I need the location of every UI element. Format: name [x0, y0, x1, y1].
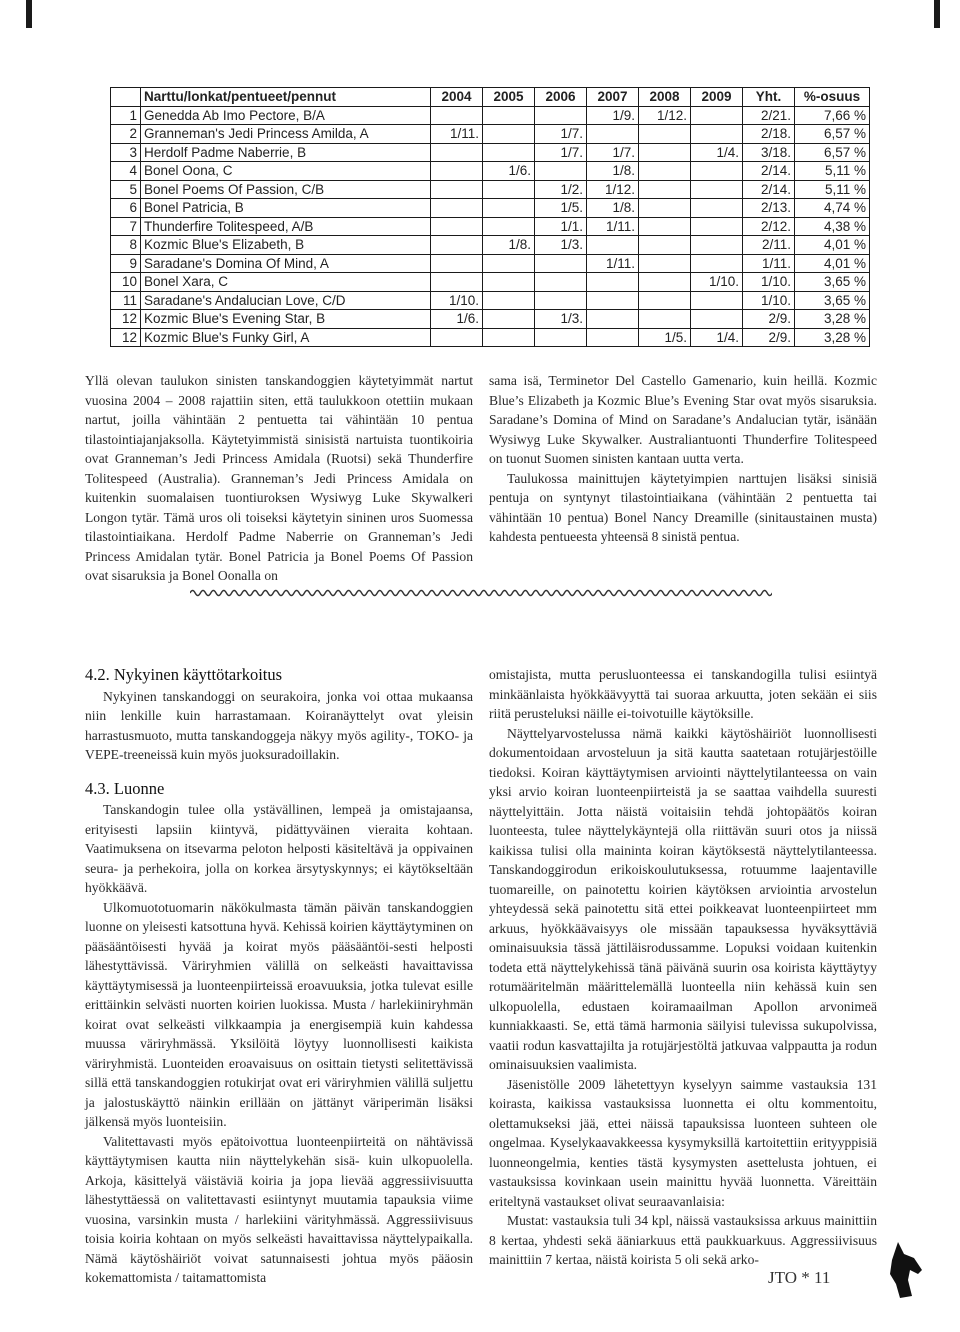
cell-y2009: 1/4.: [691, 328, 743, 347]
cell-y2007: 1/11.: [587, 254, 639, 273]
cell-total: 2/21.: [743, 106, 795, 125]
cell-y2007: 1/12.: [587, 180, 639, 199]
cell-y2004: [431, 106, 483, 125]
right-text-1: omistajista, mutta perusluonteessa ei tanskandogilla tulisi esiintyä minkäänlaista hyökkäävyyttä tai suoraa arkuutta, joten sekään ei siis riitä perusteluksi näille ei-toivotuille käytöksille.: [489, 667, 877, 721]
table-row: [111, 310, 870, 329]
table-row: [111, 162, 870, 181]
table-row: [111, 199, 870, 218]
table-row: [111, 291, 870, 310]
cell-y2005: [483, 106, 535, 125]
cell-pct: 6,57 %: [795, 143, 870, 162]
cell-total: 2/13.: [743, 199, 795, 218]
cell-y2004: [431, 180, 483, 199]
cell-pct: 7,66 %: [795, 106, 870, 125]
cell-total: 1/10.: [743, 291, 795, 310]
cell-pct: 3,65 %: [795, 273, 870, 292]
cell-y2007: [587, 291, 639, 310]
table-row: [111, 217, 870, 236]
cell-y2005: 1/8.: [483, 236, 535, 255]
row-number: 4: [111, 162, 141, 181]
header-2006: 2006: [535, 88, 587, 107]
cell-y2004: 1/10.: [431, 291, 483, 310]
row-number: 6: [111, 199, 141, 218]
corner-mark-right: [934, 0, 940, 28]
dog-name: Genedda Ab Imo Pectore, B/A: [141, 106, 431, 125]
cell-y2008: [639, 180, 691, 199]
cell-pct: 5,11 %: [795, 180, 870, 199]
cell-y2005: [483, 199, 535, 218]
cell-y2007: 1/7.: [587, 143, 639, 162]
cell-pct: 5,11 %: [795, 162, 870, 181]
cell-y2006: [535, 273, 587, 292]
cell-pct: 4,01 %: [795, 236, 870, 255]
cell-y2009: [691, 162, 743, 181]
cell-total: 2/9.: [743, 310, 795, 329]
header-num: [111, 88, 141, 107]
dog-name: Granneman's Jedi Princess Amilda, A: [141, 125, 431, 144]
cell-y2005: [483, 291, 535, 310]
dog-name: Thunderfire Tolitespeed, A/B: [141, 217, 431, 236]
row-number: 3: [111, 143, 141, 162]
table-row: [111, 254, 870, 273]
cell-y2008: [639, 291, 691, 310]
dog-name: Kozmic Blue's Elizabeth, B: [141, 236, 431, 255]
table-row: [111, 236, 870, 255]
cell-y2008: [639, 217, 691, 236]
intro-left-text: Yllä olevan taulukon sinisten tanskandoggien käytetyimmät nartut vuosina 2004 – 2008 rajattiin siten, että taulukkoon otettiin mukaan nartut, joilla vähintään 2 pentuetta tai vähintään 10 pentua tilastointiajanjaksolla. Käytetyimmistä sinisistä nartuista tuontikoiria ovat Granneman’s Jedi Princess Amidala (Ruotsi) sekä Thunderfire Tolitespeed (Australia). Granneman’s Jedi Princess Amidala on kuitenkin suomalaisen tuontiuroksen Wysiwyg Luke Skywalkeri Longon tytär. Tämä uros oli toiseksi käytetyin sininen uros Suomessa tilastointiaikana. Herdolf Padme Naberrie on Granneman’s Jedi Princess Amidalan tytär. Bonel Patricia ja Bonel Poems Of Passion ovat sisaruksia ja Bonel Oonalla on: [85, 373, 473, 583]
cell-y2007: [587, 236, 639, 255]
cell-y2006: 1/1.: [535, 217, 587, 236]
cell-y2009: [691, 199, 743, 218]
cell-y2006: 1/2.: [535, 180, 587, 199]
cell-total: 3/18.: [743, 143, 795, 162]
cell-total: 2/14.: [743, 180, 795, 199]
cell-y2006: [535, 254, 587, 273]
cell-y2009: 1/10.: [691, 273, 743, 292]
section-4-3-text-2: Ulkomuototuomarin näkökulmasta tämän päivän tanskandoggien luonne on yleisesti katsottuna hyvä. Kehissä koirien käyttäytyminen on pääsääntöisesti hyvää ja koirat myös pääsääntöi-sesti helposti lähestyttävissä. Väriryhmien välillä on selkeästi havaittavissa käyttäytymisessä ja luonteenpiirteissä eroavuuksia, jotka tulevat esille erittäinkin selvästi nuorten koirien luokissa. Musta / harlekiiniryhmän koirat ovat selkeästi vilkkaampia ja energisempiä kuin kahdessa muussa väriryhmässä. Yksilöitä löytyy luonnollisesti kaikista väriryhmistä. Luonteiden eroavaisuus on osittain tietysti selitettävissä sillä että tanskandoggien rotukirjat ovat eri väriryhmien välillä suljettu ja jalostuskäyttö näinkin erillään on jättänyt väriperimän lisäksi jälkensä myös luonteisiin.: [85, 899, 473, 1129]
header-name: Narttu/lonkat/pentueet/pennut: [141, 88, 431, 107]
cell-y2004: [431, 254, 483, 273]
row-number: 12: [111, 328, 141, 347]
page-footer: [768, 1268, 830, 1288]
cell-y2008: [639, 310, 691, 329]
cell-y2007: [587, 273, 639, 292]
cell-y2007: 1/8.: [587, 199, 639, 218]
dog-name: Kozmic Blue's Funky Girl, A: [141, 328, 431, 347]
footer-separator: *: [801, 1268, 810, 1287]
corner-mark-left: [26, 0, 32, 28]
cell-y2008: [639, 125, 691, 144]
row-number: 2: [111, 125, 141, 144]
cell-pct: 4,74 %: [795, 199, 870, 218]
cell-y2009: 1/4.: [691, 143, 743, 162]
table-row: [111, 328, 870, 347]
cell-y2005: [483, 310, 535, 329]
page-number: 11: [813, 1268, 831, 1287]
dog-head-logo-icon: [884, 1240, 924, 1300]
right-text-3: Jäsenistölle 2009 lähetettyyn kyselyyn saimme vastauksia 131 koirasta, kaikissa vastauksissa luonnetta ei oltu kommentoitu, olettamukseksi jää, ettei näissä tapauksissa luonteen suhteen ole ongelmaa. Kyselykaavakkeessa kysymyksillä kartoitettiin erityyppisiä luonneongelmia, kenties tästä kysymysten asettelusta johtuen, ei vastauksissa kovinkaan usein mainittu hyvää luonnetta. Väreittäin eriteltynä vastaukset olivat seuraavanlaisia:: [489, 1076, 877, 1209]
cell-y2007: [587, 310, 639, 329]
intro-left-column: [85, 371, 473, 586]
cell-y2009: [691, 106, 743, 125]
row-number: 7: [111, 217, 141, 236]
cell-total: 1/10.: [743, 273, 795, 292]
cell-total: 2/11.: [743, 236, 795, 255]
cell-y2006: 1/7.: [535, 125, 587, 144]
dog-name: Saradane's Domina Of Mind, A: [141, 254, 431, 273]
cell-y2008: [639, 199, 691, 218]
cell-y2008: [639, 162, 691, 181]
table-row: [111, 180, 870, 199]
cell-y2007: [587, 328, 639, 347]
dog-name: Bonel Xara, C: [141, 273, 431, 292]
cell-y2004: 1/6.: [431, 310, 483, 329]
row-number: 11: [111, 291, 141, 310]
dog-name: Bonel Patricia, B: [141, 199, 431, 218]
dog-name: Bonel Poems Of Passion, C/B: [141, 180, 431, 199]
section-4-2-text: Nykyinen tanskandoggi on seurakoira, jonka voi ottaa mukaansa niin lenkille kuin harrastamaan. Koiranäyttelyt ovat yleisin harrastusmuoto, mutta tanskandoggeja näkyy myös agility-, TOKO- ja VEPE-treeneissä kuin myös juoksuradoillakin.: [85, 688, 473, 762]
header-pct: %-osuus: [795, 88, 870, 107]
header-total: Yht.: [743, 88, 795, 107]
intro-right-text-1: sama isä, Terminetor Del Castello Gamenario, kuin heillä. Kozmic Blue’s Elizabeth ja Kozmic Blue’s Evening Star ovat myös sisaruksia. Saradane’s Domina of Mind on Saradane’s Andalucian tytär, isänään Wysiwyg Luke Skywalker. Australiantuonti Thunderfire Tolitespeed on tuonut Suomen sinisten kantaan uutta verta.: [489, 373, 877, 466]
cell-y2009: [691, 217, 743, 236]
cell-y2009: [691, 291, 743, 310]
wave-divider: [190, 586, 772, 600]
footer-label: JTO: [768, 1268, 797, 1287]
cell-y2008: [639, 143, 691, 162]
cell-y2009: [691, 125, 743, 144]
section-4-3-text-1: Tanskandogin tulee olla ystävällinen, lempeä ja omistajaansa, erityisesti lapsiin kiintyvä, pidättyväinen vieraita kohtaan. Vaatimuksena on itsevarma peloton helposti käsiteltävä ja oppivainen seura- ja perhekoira, jolla on korkea ärsytyskynnys; ei käytökseltään hyökkäävä.: [85, 802, 473, 895]
section-heading-4-3: 4.3. Luonne: [85, 778, 165, 798]
header-2008: 2008: [639, 88, 691, 107]
cell-y2005: [483, 273, 535, 292]
dog-name: Bonel Oona, C: [141, 162, 431, 181]
cell-y2004: 1/11.: [431, 125, 483, 144]
cell-y2004: [431, 199, 483, 218]
section-4-3-text-3: Valitettavasti myös epätoivottua luonteenpiirteitä on nähtävissä käyttäytymisen kautta niin näyttelykehän sisä- kuin ulkopuolella. Arkoja, käsittelyä väistäviä koiria ja jopa lievää aggressiivisuutta lähestyttäessä on valitettavasti esiintynyt muutamia tapauksia viime vuosina, varsinkin musta / harlekiini värityhmässä. Aggressiivisuus toisia koiria kohtaan on myös selkeästi havaittavissa näyttelypaikalla. Nämä käytöshäiriöt voivat satunnaisesti johtua myös pääosin kokemattomista / taitamattomista: [85, 1133, 473, 1285]
cell-y2008: 1/12.: [639, 106, 691, 125]
cell-y2006: 1/5.: [535, 199, 587, 218]
cell-y2005: [483, 180, 535, 199]
cell-pct: 4,01 %: [795, 254, 870, 273]
cell-y2008: 1/5.: [639, 328, 691, 347]
cell-y2004: [431, 328, 483, 347]
row-number: 1: [111, 106, 141, 125]
cell-total: 2/12.: [743, 217, 795, 236]
cell-y2007: 1/9.: [587, 106, 639, 125]
cell-y2005: 1/6.: [483, 162, 535, 181]
cell-y2006: 1/7.: [535, 143, 587, 162]
header-2005: 2005: [483, 88, 535, 107]
cell-pct: 3,28 %: [795, 310, 870, 329]
table-row: [111, 106, 870, 125]
cell-y2004: [431, 236, 483, 255]
row-number: 5: [111, 180, 141, 199]
cell-total: 2/9.: [743, 328, 795, 347]
cell-y2005: [483, 254, 535, 273]
right-text-2: Näyttelyarvostelussa nämä kaikki käytöshäiriöt luonnollisesti dokumentoidaan arvosteluun ja sitä kautta saatetaan rotujärjestöille tiedoksi. Koiran käyttäytymisen arviointi näyttelytilanteessa on vain yksi arvio koiran luonteenpiirteistä ja se saattaa vaihdella suuresti näyttelyittäin. Jotta näistä voitaisiin tehdä johtopäätös koiran luonteesta, tulee näyttelykäyntejä olla riittävän suuri otos ja niissä kaikissa tulisi olla maininta koiran käytöksestä näyttelytilanteessa. Tanskandoggirodun erikoiskoulutuksessa, rotuumme laajentaville tuomareille, on painotettu koirien käytöksen arviointia arvostelun yhteydessä sekä painotettu sitä ettei poikkeavat luonteenpiirteet mm arkuus, hyökkäävaisyys ole missään tapauksessa hyväksyttäviä ominaisuuksia tässä jättiläisrodussamme. Lopuksi voidaan kuitenkin todeta että näyttelykehissä tänä päivänä suurin osa koirista käyttäytyy rotumääritelmän määrittelemällä luonteella niin kehässä kuin sen ulkopuolella, edustaen koiramaailman Apollon arvonimeä kunniakkaasti. Se, että tämä harmonia säilyisi tulevissa sukupolvissa, vaatii rodun kasvattajilta ja rotujärjestöltä jatkuvaa valppautta ja rodun ominaisuuksien vaalimista.: [489, 725, 877, 1072]
cell-y2006: 1/3.: [535, 310, 587, 329]
results-table: [110, 87, 870, 347]
dog-name: Saradane's Andalucian Love, C/D: [141, 291, 431, 310]
row-number: 8: [111, 236, 141, 255]
cell-y2005: [483, 217, 535, 236]
intro-right-text-2: Taulukossa mainittujen käytetyimpien narttujen lisäksi sinisiä pentuja on syntynyt tilastointiaikana (vähintään 2 pentuetta tai vähintään 10 pentua) Bonel Nancy Dreamille (sinitaustainen musta) kahdesta pentueesta yhteensä 8 sinistä pentua.: [489, 470, 877, 544]
body-left-column: [85, 665, 473, 1288]
cell-total: 2/18.: [743, 125, 795, 144]
cell-y2009: [691, 180, 743, 199]
cell-y2005: [483, 328, 535, 347]
cell-y2009: [691, 310, 743, 329]
cell-total: 2/14.: [743, 162, 795, 181]
right-text-4: Mustat: vastauksia tuli 34 kpl, näissä vastauksissa arkuus mainittiin 8 kertaa, yhdesti sekä ääniarkuus että paukkuarkuus. Aggressiivisuus mainittiin 7 kertaa, näistä koirista 5 oli sekä arko-: [489, 1213, 877, 1267]
cell-y2009: [691, 236, 743, 255]
header-2009: 2009: [691, 88, 743, 107]
cell-y2007: [587, 125, 639, 144]
cell-y2005: [483, 125, 535, 144]
table-row: [111, 273, 870, 292]
row-number: 12: [111, 310, 141, 329]
row-number: 10: [111, 273, 141, 292]
body-right-column: [489, 665, 877, 1270]
cell-y2004: [431, 217, 483, 236]
dog-name: Kozmic Blue's Evening Star, B: [141, 310, 431, 329]
header-2004: 2004: [431, 88, 483, 107]
cell-pct: 3,28 %: [795, 328, 870, 347]
cell-y2006: [535, 106, 587, 125]
cell-y2004: [431, 143, 483, 162]
cell-y2007: 1/8.: [587, 162, 639, 181]
cell-pct: 3,65 %: [795, 291, 870, 310]
cell-total: 1/11.: [743, 254, 795, 273]
cell-y2006: [535, 291, 587, 310]
section-heading-4-2: 4.2. Nykyinen käyttötarkoitus: [85, 665, 283, 684]
cell-y2008: [639, 273, 691, 292]
table-row: [111, 125, 870, 144]
header-2007: 2007: [587, 88, 639, 107]
cell-pct: 4,38 %: [795, 217, 870, 236]
cell-pct: 6,57 %: [795, 125, 870, 144]
cell-y2008: [639, 236, 691, 255]
row-number: 9: [111, 254, 141, 273]
cell-y2009: [691, 254, 743, 273]
cell-y2006: 1/3.: [535, 236, 587, 255]
cell-y2006: [535, 328, 587, 347]
cell-y2007: 1/11.: [587, 217, 639, 236]
cell-y2004: [431, 162, 483, 181]
dog-name: Herdolf Padme Naberrie, B: [141, 143, 431, 162]
cell-y2004: [431, 273, 483, 292]
table-header-row: [111, 88, 870, 107]
cell-y2006: [535, 162, 587, 181]
table-row: [111, 143, 870, 162]
cell-y2008: [639, 254, 691, 273]
intro-right-column: [489, 371, 877, 547]
cell-y2005: [483, 143, 535, 162]
